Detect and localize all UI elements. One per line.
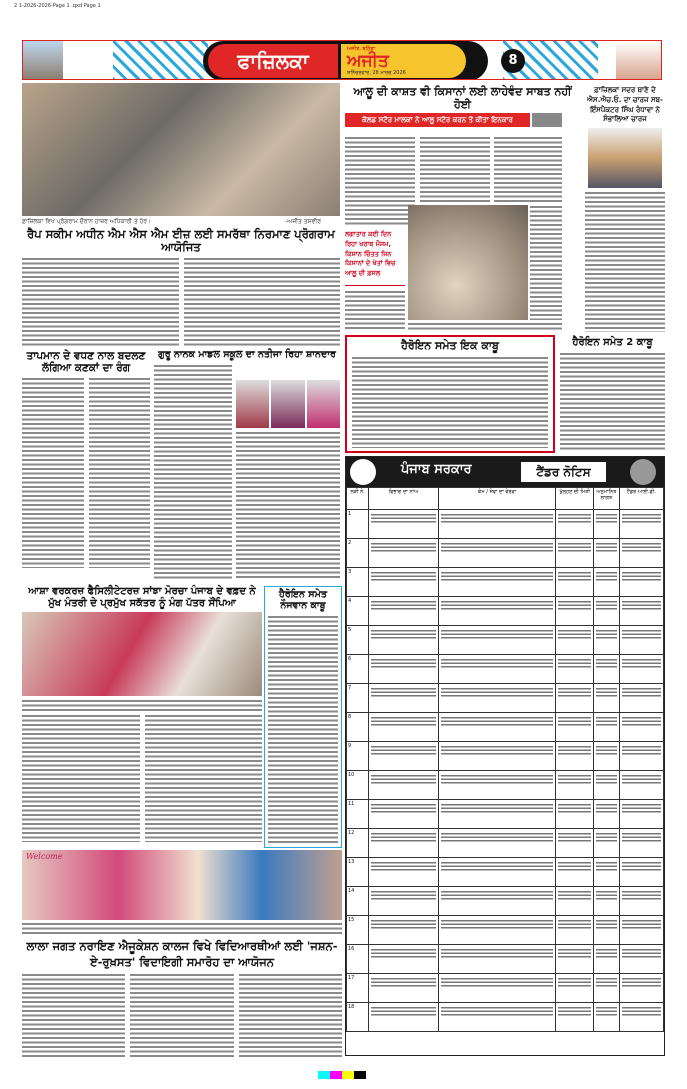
table-cell — [594, 510, 619, 539]
student-photo — [271, 380, 304, 428]
table-cell — [369, 597, 439, 626]
table-cell — [438, 510, 555, 539]
table-cell — [619, 655, 663, 684]
table-cell — [594, 684, 619, 713]
table-cell — [619, 510, 663, 539]
wheat-story — [22, 350, 150, 568]
table-cell — [556, 858, 594, 887]
table-cell — [619, 916, 663, 945]
row-number: 11 — [347, 800, 369, 829]
headline-school: ਗੁਰੂ ਨਾਨਕ ਮਾਡਲ ਸਕੂਲ ਦਾ ਨਤੀਜਾ ਰਿਹਾ ਸ਼ਾਨਦਾਰ — [158, 349, 336, 360]
table-cell — [594, 1003, 619, 1032]
table-cell — [556, 974, 594, 1003]
table-cell — [369, 626, 439, 655]
table-cell — [438, 916, 555, 945]
table-cell — [369, 684, 439, 713]
table-cell — [369, 742, 439, 771]
table-cell — [619, 568, 663, 597]
clock-tower-image — [23, 41, 63, 80]
asha-story — [22, 586, 262, 842]
table-cell — [438, 655, 555, 684]
table-cell — [438, 539, 555, 568]
row-number: 9 — [347, 742, 369, 771]
table-cell — [619, 887, 663, 916]
table-cell — [556, 510, 594, 539]
table-cell — [619, 974, 663, 1003]
table-cell — [556, 771, 594, 800]
article-body — [130, 973, 233, 1058]
table-cell — [594, 916, 619, 945]
table-cell — [369, 945, 439, 974]
table-row — [347, 858, 664, 887]
masthead — [22, 40, 662, 80]
table-cell — [556, 684, 594, 713]
issue-date: ਸ਼ਨਿੱਚਰਵਾਰ, 28 ਮਾਰਚ 2026 — [347, 70, 406, 76]
table-cell — [594, 945, 619, 974]
table-cell — [556, 887, 594, 916]
table-cell — [438, 626, 555, 655]
table-cell — [619, 945, 663, 974]
tender-table — [346, 487, 664, 1032]
table-cell — [438, 568, 555, 597]
table-row — [347, 887, 664, 916]
row-number: 8 — [347, 713, 369, 742]
article-body — [239, 973, 342, 1058]
table-cell — [369, 916, 439, 945]
table-row — [347, 655, 664, 684]
table-cell — [619, 713, 663, 742]
punjab-emblem-icon — [350, 459, 376, 485]
row-number: 16 — [347, 945, 369, 974]
table-cell — [556, 800, 594, 829]
row-number: 10 — [347, 771, 369, 800]
table-cell — [438, 829, 555, 858]
table-row — [347, 597, 664, 626]
headline-college: ਲਾਲਾ ਜਗਤ ਨਰਾਇਣ ਐਜੂਕੇਸ਼ਨ ਕਾਲਜ ਵਿਖੇ ਵਿਦਿਆਰਥੀਆਂ ਲਈ 'ਜਸ਼ਨ-ਏ-ਰੁਖ਼ਸਤ' ਵਿਦਾਇਗੀ ਸਮਾਰੋਹ ਦਾ ਆਯੋਜਨ — [26, 939, 338, 970]
table-cell — [594, 568, 619, 597]
article-body — [345, 290, 405, 330]
photo-caption — [22, 699, 262, 711]
table-cell — [556, 568, 594, 597]
row-number: 7 — [347, 684, 369, 713]
table-cell — [438, 945, 555, 974]
table-cell — [369, 829, 439, 858]
row-number: 4 — [347, 597, 369, 626]
table-cell — [438, 800, 555, 829]
table-cell — [438, 974, 555, 1003]
table-cell — [556, 1003, 594, 1032]
table-cell — [438, 887, 555, 916]
table-row — [347, 1003, 664, 1032]
article-body — [184, 257, 341, 346]
column-header: ਟੈਂਡਰ ਆਈ.ਡੀ. — [619, 488, 663, 510]
table-row — [347, 771, 664, 800]
row-number: 6 — [347, 655, 369, 684]
table-cell — [594, 713, 619, 742]
table-cell — [369, 771, 439, 800]
table-cell — [619, 539, 663, 568]
article-body — [154, 364, 232, 580]
table-cell — [369, 539, 439, 568]
table-cell — [594, 829, 619, 858]
article-body — [145, 714, 263, 842]
heroin-two-story — [560, 337, 665, 451]
table-cell — [369, 568, 439, 597]
tender-title: ਟੈਂਡਰ ਨੋਟਿਸ — [521, 462, 606, 482]
asha-photo — [22, 612, 262, 696]
college-photo — [22, 850, 342, 920]
photo-caption — [236, 431, 340, 580]
table-row — [347, 742, 664, 771]
govt-title: ਪੰਜਾਬ ਸਰਕਾਰ — [401, 462, 472, 477]
potato-header — [345, 86, 580, 133]
seal-icon — [630, 459, 656, 485]
table-row — [347, 510, 664, 539]
row-number: 5 — [347, 626, 369, 655]
table-cell — [438, 713, 555, 742]
table-cell — [594, 597, 619, 626]
table-cell — [438, 771, 555, 800]
table-cell — [369, 800, 439, 829]
table-cell — [556, 742, 594, 771]
table-cell — [556, 597, 594, 626]
table-cell — [369, 655, 439, 684]
student-photo — [236, 380, 269, 428]
row-number: 17 — [347, 974, 369, 1003]
table-cell — [619, 800, 663, 829]
article-body — [22, 973, 125, 1058]
pullquote: ਲਗਾਤਾਰ ਕਈ ਦਿਨ ਰਿਹਾ ਖਰਾਬ ਮੌਸਮ, ਕਿਸਾਨ ਚਿੰਤਤ ਜਿਨ ਕਿਸਾਨਾਂ ਦੇ ਖੇਤਾਂ ਵਿਚ ਆਲੂ ਦੀ ਫ਼ਸਲ — [345, 230, 405, 286]
headline-sho: ਫ਼ਾਜ਼ਿਲਕਾ ਸਦਰ ਥਾਣੇ ਦੇ ਐਸ.ਐਚ.ਓ. ਦਾ ਚਾਰਜ ਸਬ-ਇੰਸਪੈਕਟਰ ਸਿੰਘ ਰੰਧਾਵਾ ਨੇ ਸੰਭਾਲਿਆ ਚਾਰਜ — [587, 86, 663, 124]
table-cell — [594, 626, 619, 655]
table-cell — [619, 742, 663, 771]
sho-story — [585, 86, 665, 332]
article-body — [22, 377, 84, 568]
row-number: 13 — [347, 858, 369, 887]
article-body — [22, 714, 140, 842]
table-cell — [556, 829, 594, 858]
table-cell — [438, 684, 555, 713]
table-cell — [594, 742, 619, 771]
table-row — [347, 829, 664, 858]
college-story — [22, 938, 342, 1058]
table-cell — [556, 945, 594, 974]
row-number: 3 — [347, 568, 369, 597]
row-number: 15 — [347, 916, 369, 945]
table-cell — [619, 858, 663, 887]
table-cell — [556, 539, 594, 568]
table-cell — [594, 539, 619, 568]
table-cell — [594, 771, 619, 800]
table-cell — [438, 742, 555, 771]
table-cell — [594, 800, 619, 829]
banner-text: Welcome — [26, 852, 63, 861]
sidebar-box — [264, 586, 342, 848]
headline-potato: ਆਲੂ ਦੀ ਕਾਸ਼ਤ ਵੀ ਕਿਸਾਨਾਂ ਲਈ ਲਾਹੇਵੰਦ ਸਾਬਤ ਨਹੀਂ ਹੋਈ — [353, 85, 572, 111]
school-story — [154, 350, 340, 580]
table-cell — [556, 916, 594, 945]
table-row — [347, 568, 664, 597]
monument-image — [616, 41, 661, 80]
masthead-left-name: ਫਾਜ਼ਿਲਕਾ — [208, 44, 338, 78]
table-cell — [594, 887, 619, 916]
table-cell — [619, 597, 663, 626]
article-body — [585, 191, 665, 332]
article-body — [560, 352, 665, 452]
rap-story — [22, 228, 340, 346]
column-header: ਵਿਭਾਗ ਦਾ ਨਾਂਅ — [369, 488, 439, 510]
photo-caption — [408, 322, 562, 332]
row-number: 18 — [347, 1003, 369, 1032]
photo-caption: ਫ਼ਾਜ਼ਿਲਕਾ ਵਿਖੇ ਪ੍ਰੋਗਰਾਮ ਦੌਰਾਨ ਹਾਜ਼ਰ ਅਧਿਕਾਰੀ ਤੇ ਹੋਰ। — [22, 218, 152, 225]
table-cell — [619, 684, 663, 713]
table-row — [347, 713, 664, 742]
headline-rap-scheme: ਰੈਪ ਸਕੀਮ ਅਧੀਨ ਐਮ ਐਸ ਐਮ ਈਜ਼ ਲਈ ਸਮਰੱਥਾ ਨਿਰਮਾਣ ਪ੍ਰੋਗਰਾਮ ਆਯੋਜਿਤ — [27, 227, 335, 255]
article-body — [494, 136, 562, 202]
potato-photo — [408, 205, 528, 320]
print-slug: 2 1-2026-2026-Page 1 .qxd Page 1 — [14, 3, 101, 9]
tender-notice — [345, 456, 665, 1056]
row-number: 1 — [347, 510, 369, 539]
table-row — [347, 684, 664, 713]
heroin-box — [345, 335, 555, 453]
table-cell — [619, 626, 663, 655]
table-cell — [556, 655, 594, 684]
student-photo — [307, 380, 340, 428]
headline-heroin-one: ਹੈਰੋਇਨ ਸਮੇਤ ਇਕ ਕਾਬੂ — [401, 339, 499, 352]
table-cell — [619, 771, 663, 800]
color-registration-bar — [22, 1064, 662, 1074]
officer-photo — [588, 128, 662, 188]
subhead-potato: ਕੋਲਡ ਸਟੋਰ ਮਾਲਕਾਂ ਨੇ ਆਲੂ ਸਟੋਰ ਕਰਨ ਤੋਂ ਕੀਤਾ ਇਨਕਾਰ — [345, 113, 530, 127]
headline-wheat: ਤਾਪਮਾਨ ਦੇ ਵਧਣ ਨਾਲ ਬਦਲਣ ਲੱਗਿਆ ਕਣਕਾਂ ਦਾ ਰੰਗ — [26, 350, 146, 375]
table-cell — [619, 1003, 663, 1032]
column-header: ਕੰਮ / ਸੇਵਾ ਦਾ ਵੇਰਵਾ — [438, 488, 555, 510]
headline-heroin-youth: ਹੈਰੋਇਨ ਸਮੇਤ ਨੌਜਵਾਨ ਕਾਬੂ — [279, 589, 327, 611]
page-number: 8 — [501, 49, 525, 73]
table-row — [347, 945, 664, 974]
article-body — [352, 356, 548, 448]
column-header: ਅਨੁਮਾਨਿਤ ਲਾਗਤ — [594, 488, 619, 510]
table-cell — [369, 510, 439, 539]
group-photo — [22, 83, 340, 216]
table-row — [347, 800, 664, 829]
table-row — [347, 539, 664, 568]
article-body — [345, 136, 415, 226]
table-cell — [369, 974, 439, 1003]
table-cell — [369, 713, 439, 742]
photo-credit: -ਅਜੀਤ ਤਸਵੀਰ — [285, 218, 321, 225]
table-cell — [619, 829, 663, 858]
column-header: ਖੁੱਲ੍ਹਣ ਦੀ ਮਿਤੀ — [556, 488, 594, 510]
table-cell — [594, 655, 619, 684]
table-cell — [438, 597, 555, 626]
table-row — [347, 626, 664, 655]
table-cell — [438, 1003, 555, 1032]
table-row — [347, 916, 664, 945]
article-body — [530, 205, 562, 320]
headline-asha: ਆਸ਼ਾ ਵਰਕਰਜ਼ ਫੈਸਿਲੀਟੇਟਰਜ਼ ਸਾਂਝਾ ਮੋਰਚਾ ਪੰਜਾਬ ਦੇ ਵਫ਼ਦ ਨੇ ਮੁੱਖ ਮੰਤਰੀ ਦੇ ਪ੍ਰਮੁੱਖ ਸਕੱਤਰ ਨੂੰ ਮੰਗ ਪੱਤਰ ਸੌਂਪਿਆ — [28, 586, 256, 609]
table-cell — [369, 1003, 439, 1032]
table-cell — [556, 626, 594, 655]
table-cell — [594, 858, 619, 887]
article-body — [89, 377, 151, 568]
article-body — [420, 136, 490, 202]
table-cell — [369, 858, 439, 887]
edition: ਅਜੀਤ, ਬਠਿੰਡਾ — [347, 46, 376, 52]
article-body — [268, 615, 338, 844]
headline-heroin-two: ਹੈਰੋਇਨ ਸਮੇਤ 2 ਕਾਬੂ — [572, 337, 653, 348]
article-body — [22, 257, 179, 346]
masthead-right-name: ਅਜੀਤ — [347, 51, 389, 71]
table-cell — [438, 858, 555, 887]
column-header: ਲੜੀ ਨੰ. — [347, 488, 369, 510]
table-cell — [369, 887, 439, 916]
photo-caption — [22, 922, 342, 934]
table-row — [347, 974, 664, 1003]
row-number: 14 — [347, 887, 369, 916]
row-number: 12 — [347, 829, 369, 858]
row-number: 2 — [347, 539, 369, 568]
table-cell — [594, 974, 619, 1003]
table-cell — [556, 713, 594, 742]
